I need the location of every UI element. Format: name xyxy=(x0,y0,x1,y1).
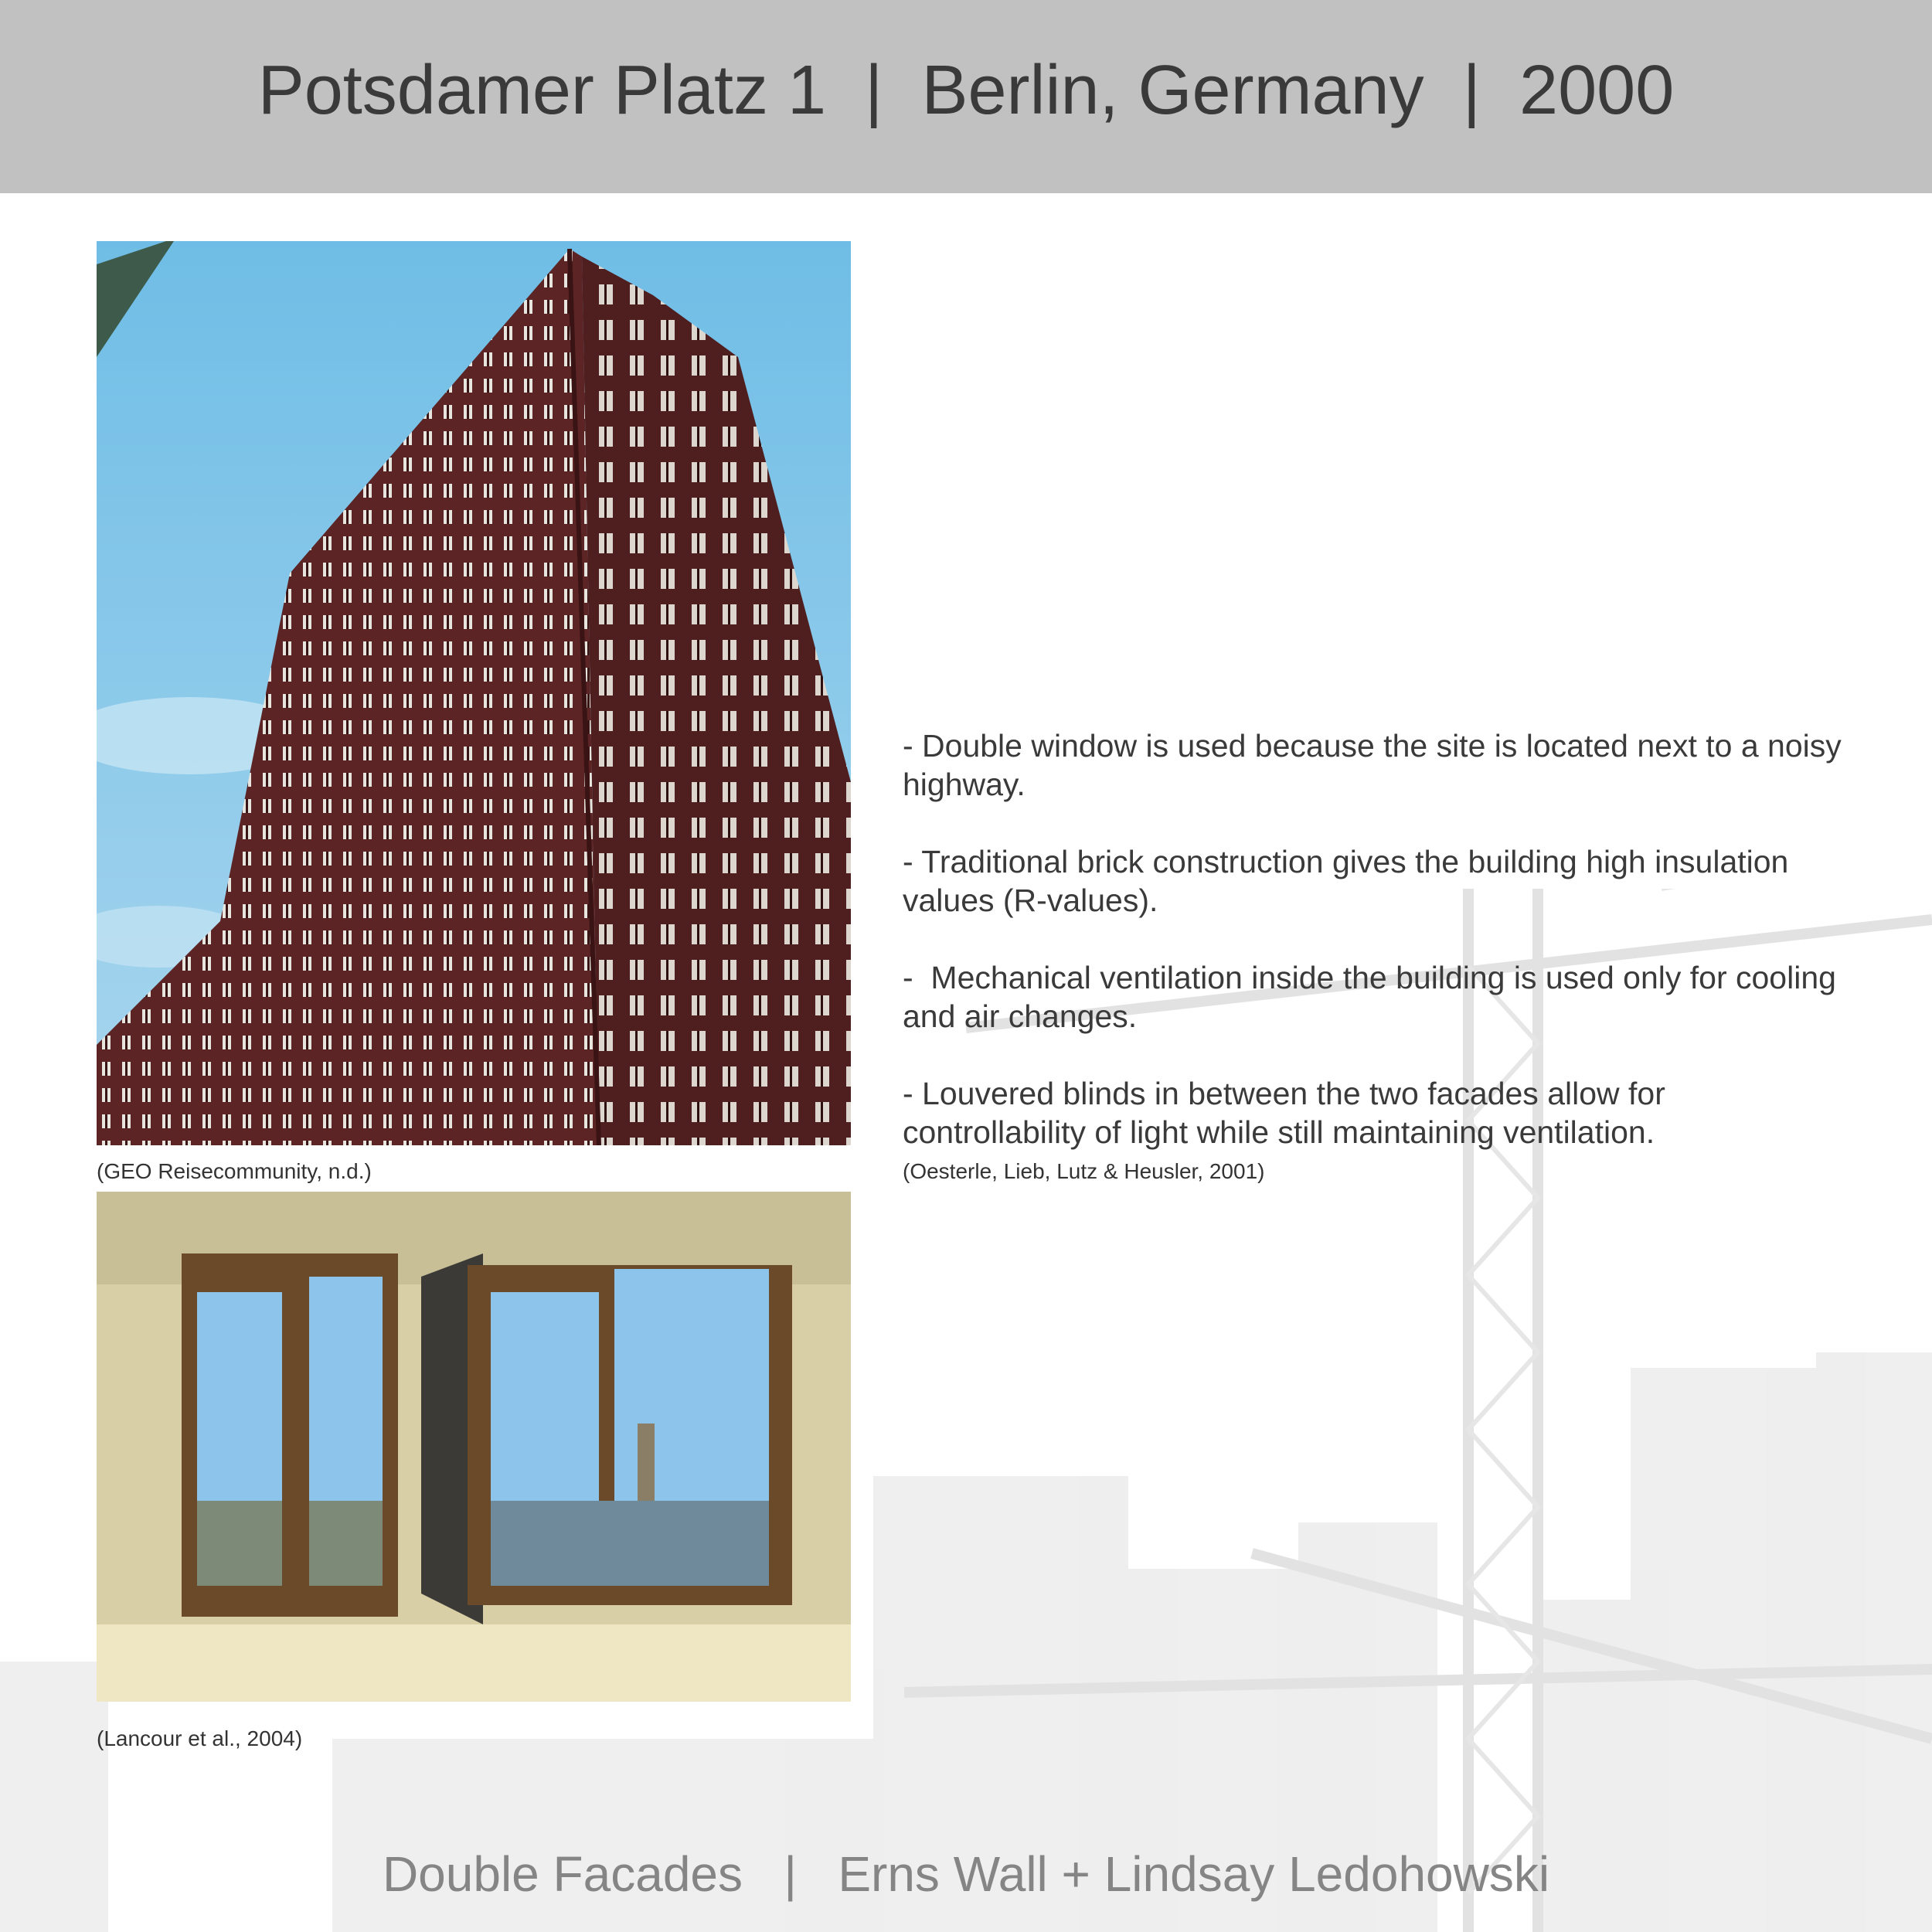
bullet-item: - Double window is used because the site is located next to a noisy highway. xyxy=(903,728,1851,802)
window-photo-caption: (Lancour et al., 2004) xyxy=(97,1726,303,1750)
bullet-list xyxy=(903,726,1851,1151)
header-bar xyxy=(0,0,1932,193)
page-title: Potsdamer Platz 1 | Berlin, Germany | 2000 xyxy=(257,52,1675,129)
bullet-item: - Mechanical ventilation inside the building is used only for cooling and air changes. xyxy=(903,960,1845,1034)
building-photo xyxy=(97,241,851,1145)
bullet-item: - Traditional brick construction gives the building high insulation values (R-values). xyxy=(903,844,1798,918)
building-photo-caption: (GEO Reisecommunity, n.d.) xyxy=(97,1159,372,1183)
window-interior-photo xyxy=(97,1192,851,1702)
footer-text: Double Facades | Erns Wall + Lindsay Ledohowski xyxy=(382,1846,1550,1902)
citation: (Oesterle, Lieb, Lutz & Heusler, 2001) xyxy=(903,1159,1265,1183)
bullet-item: - Louvered blinds in between the two facades allow for controllability of light while still maintaining ventilation. xyxy=(903,1076,1675,1150)
